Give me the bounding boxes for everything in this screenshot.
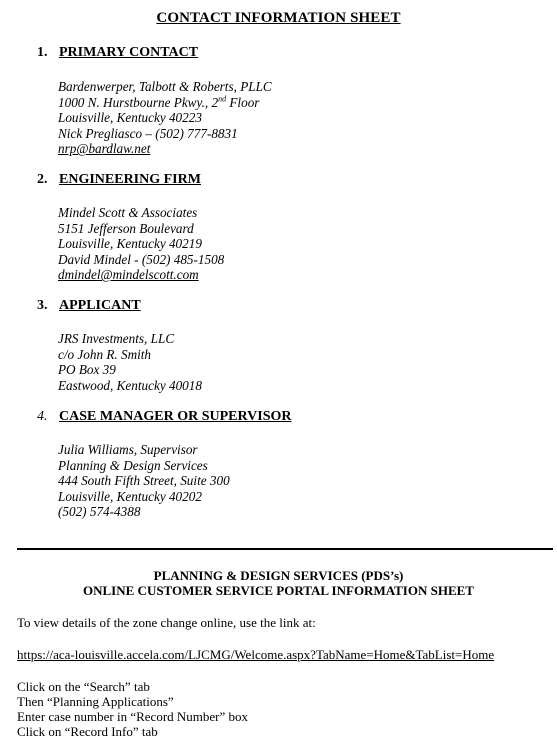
applicant-care-of: c/o John R. Smith — [58, 346, 152, 362]
primary-contact-address — [58, 95, 272, 111]
engineering-firm-contact: David Mindel - (502) 485-1508 — [58, 251, 225, 267]
applicant-name: JRS Investments, LLC — [58, 331, 175, 346]
document-title: CONTACT INFORMATION SHEET — [156, 10, 401, 26]
section-heading-case-manager — [37, 409, 291, 425]
case-manager-phone: (502) 574-4388 — [58, 504, 141, 520]
portal-step-4: Click on “Record Info” tab — [17, 724, 158, 739]
portal-title-line-1: PLANNING & DESIGN SERVICES (PDS’s) — [153, 568, 404, 583]
portal-intro-text: To view details of the zone change online, use the link at: — [17, 615, 316, 630]
applicant-po-box: PO Box 39 — [58, 362, 116, 378]
section-number: 1. — [37, 45, 48, 60]
section-label: ENGINEERING FIRM — [59, 172, 201, 187]
primary-contact-firm: Bardenwerper, Talbott & Roberts, PLLC — [58, 79, 272, 94]
applicant-city: Eastwood, Kentucky 40018 — [58, 377, 202, 393]
portal-step-2: Then “Planning Applications” — [17, 694, 174, 709]
section-heading-applicant — [37, 298, 141, 314]
case-manager-block — [58, 442, 230, 520]
address-superscript: nd — [218, 94, 227, 104]
applicant-block — [58, 331, 202, 393]
case-manager-department: Planning & Design Services — [58, 457, 208, 473]
engineering-firm-block — [58, 205, 224, 283]
primary-contact-email-link[interactable]: nrp@bardlaw.net — [58, 141, 151, 157]
engineering-firm-email-link[interactable]: dmindel@mindelscott.com — [58, 267, 199, 283]
address-street: 1000 N. Hurstbourne Pkwy., 2 — [58, 94, 219, 110]
section-heading-engineering-firm — [37, 172, 201, 188]
section-label: CASE MANAGER OR SUPERVISOR — [59, 409, 292, 424]
section-number: 2. — [37, 172, 48, 187]
engineering-firm-name: Mindel Scott & Associates — [58, 205, 198, 220]
section-number: 4. — [37, 409, 48, 424]
portal-link[interactable]: https://aca-louisville.accela.com/LJCMG/Welcome.aspx?TabName=Home&TabList=Home — [17, 647, 495, 662]
case-manager-address: 444 South Fifth Street, Suite 300 — [58, 473, 230, 489]
section-label: PRIMARY CONTACT — [59, 45, 199, 60]
horizontal-divider — [17, 548, 553, 550]
engineering-firm-address: 5151 Jefferson Boulevard — [58, 220, 194, 236]
portal-step-3: Enter case number in “Record Number” box — [17, 709, 249, 724]
case-manager-city: Louisville, Kentucky 40202 — [58, 488, 202, 504]
engineering-firm-city: Louisville, Kentucky 40219 — [58, 236, 202, 252]
portal-title-line-2: ONLINE CUSTOMER SERVICE PORTAL INFORMATION SHEET — [83, 583, 474, 598]
primary-contact-person: Nick Pregliasco – (502) 777-8831 — [58, 125, 238, 141]
case-manager-name: Julia Williams, Supervisor — [58, 442, 198, 457]
section-number: 3. — [37, 298, 48, 313]
primary-contact-block — [58, 79, 272, 157]
address-floor: Floor — [226, 94, 260, 110]
portal-step-1: Click on the “Search” tab — [17, 679, 150, 694]
primary-contact-city: Louisville, Kentucky 40223 — [58, 110, 202, 126]
section-heading-primary-contact — [37, 45, 198, 61]
section-label: APPLICANT — [59, 298, 141, 313]
